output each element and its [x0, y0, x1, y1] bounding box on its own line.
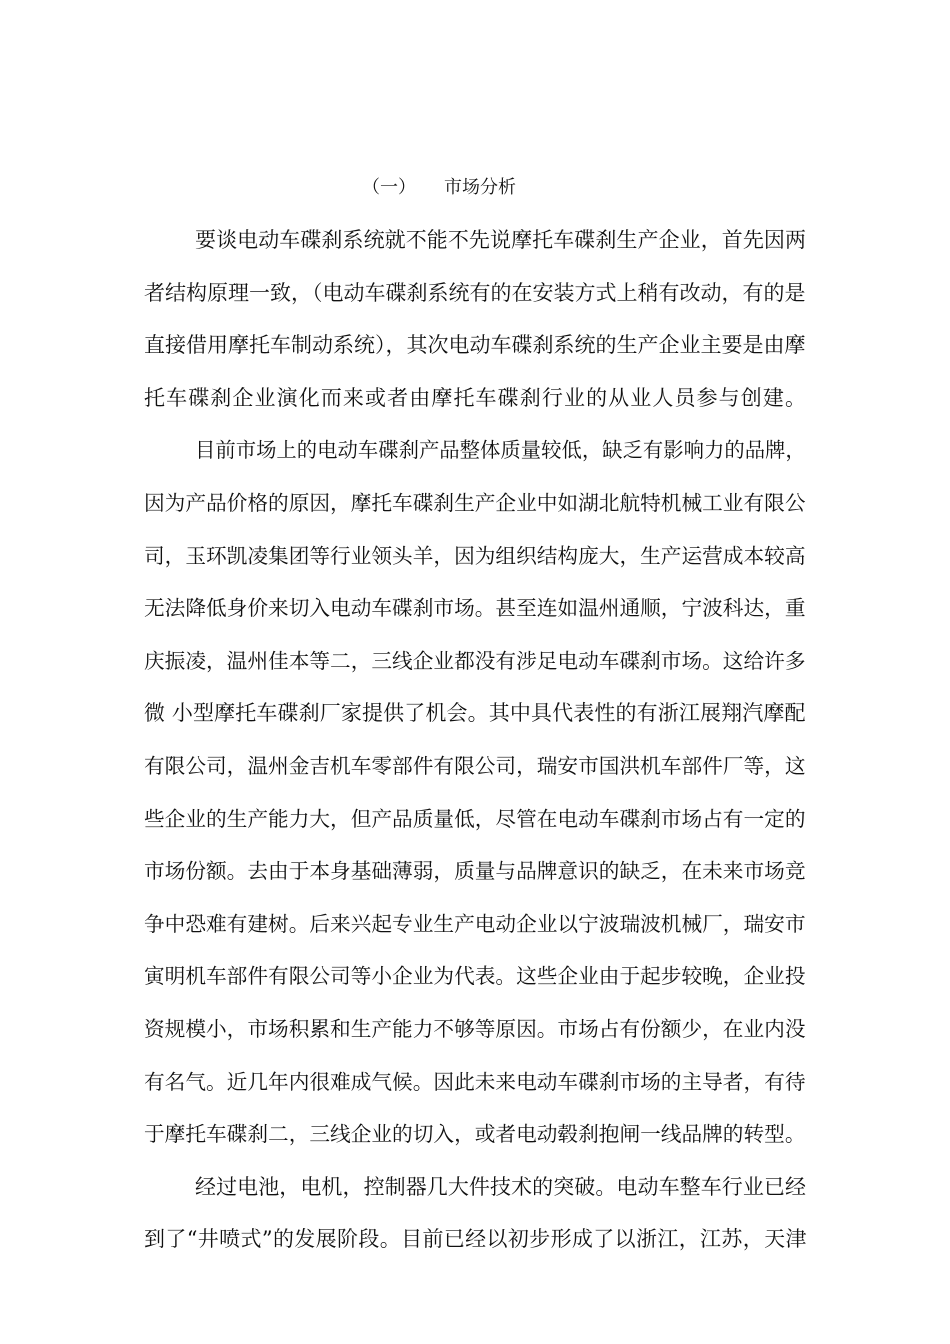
- text-line: 经过电池，电机，控制器几大件技术的突破。电动车整车行业已经: [195, 1174, 807, 1199]
- text-line: 庆振凌，温州佳本等二，三线企业都没有涉足电动车碟刹市场。这给许多: [144, 648, 806, 673]
- text-line: 司，玉环凯凌集团等行业领头羊，因为组织结构庞大，生产运营成本较高: [144, 543, 806, 568]
- text-line: 于摩托车碟刹二，三线企业的切入，或者电动毂刹抱闸一线品牌的转型。: [144, 1122, 806, 1147]
- text-line: 微 小型摩托车碟刹厂家提供了机会。其中具代表性的有浙江展翔汽摩配: [144, 701, 806, 726]
- section-number: （一）: [362, 177, 416, 198]
- section-title: 市场分析: [444, 177, 516, 198]
- text-line: 市场份额。去由于本身基础薄弱，质量与品牌意识的缺乏，在未来市场竞: [144, 859, 806, 884]
- text-line: 者结构原理一致，（电动车碟刹系统有的在安装方式上稍有改动，有的是: [144, 280, 806, 305]
- text-line: 到了“井喷式”的发展阶段。目前已经以初步形成了以浙江，江苏，天津: [144, 1227, 807, 1252]
- text-line: 因为产品价格的原因，摩托车碟刹生产企业中如湖北航特机械工业有限公: [144, 491, 806, 515]
- text-line: 寅明机车部件有限公司等小企业为代表。这些企业由于起步较晚，企业投: [144, 964, 806, 989]
- text-line: 无法降低身价来切入电动车碟刹市场。甚至连如温州通顺，宁波科达，重: [144, 596, 806, 621]
- section-heading: [0, 170, 950, 206]
- text-line: 目前市场上的电动车碟刹产品整体质量较低，缺乏有影响力的品牌，: [195, 438, 806, 463]
- text-line: 有名气。近几年内很难成气候。因此未来电动车碟刹市场的主导者，有待: [144, 1069, 806, 1094]
- text-line: 资规模小，市场积累和生产能力不够等原因。市场占有份额少，在业内没: [144, 1017, 806, 1041]
- text-line: 些企业的生产能力大，但产品质量低，尽管在电动车碟刹市场占有一定的: [144, 806, 806, 831]
- text-line: 直接借用摩托车制动系统），其次电动车碟刹系统的生产企业主要是由摩: [144, 333, 806, 358]
- text-line: 有限公司，温州金吉机车零部件有限公司，瑞安市国洪机车部件厂等，这: [144, 754, 806, 778]
- text-line: 争中恐难有建树。后来兴起专业生产电动企业以宁波瑞波机械厂，瑞安市: [144, 911, 806, 936]
- text-line: 托车碟刹企业演化而来或者由摩托车碟刹行业的从业人员参与创建。: [144, 385, 808, 410]
- text-line: 要谈电动车碟刹系统就不能不先说摩托车碟刹生产企业，首先因两: [195, 228, 807, 252]
